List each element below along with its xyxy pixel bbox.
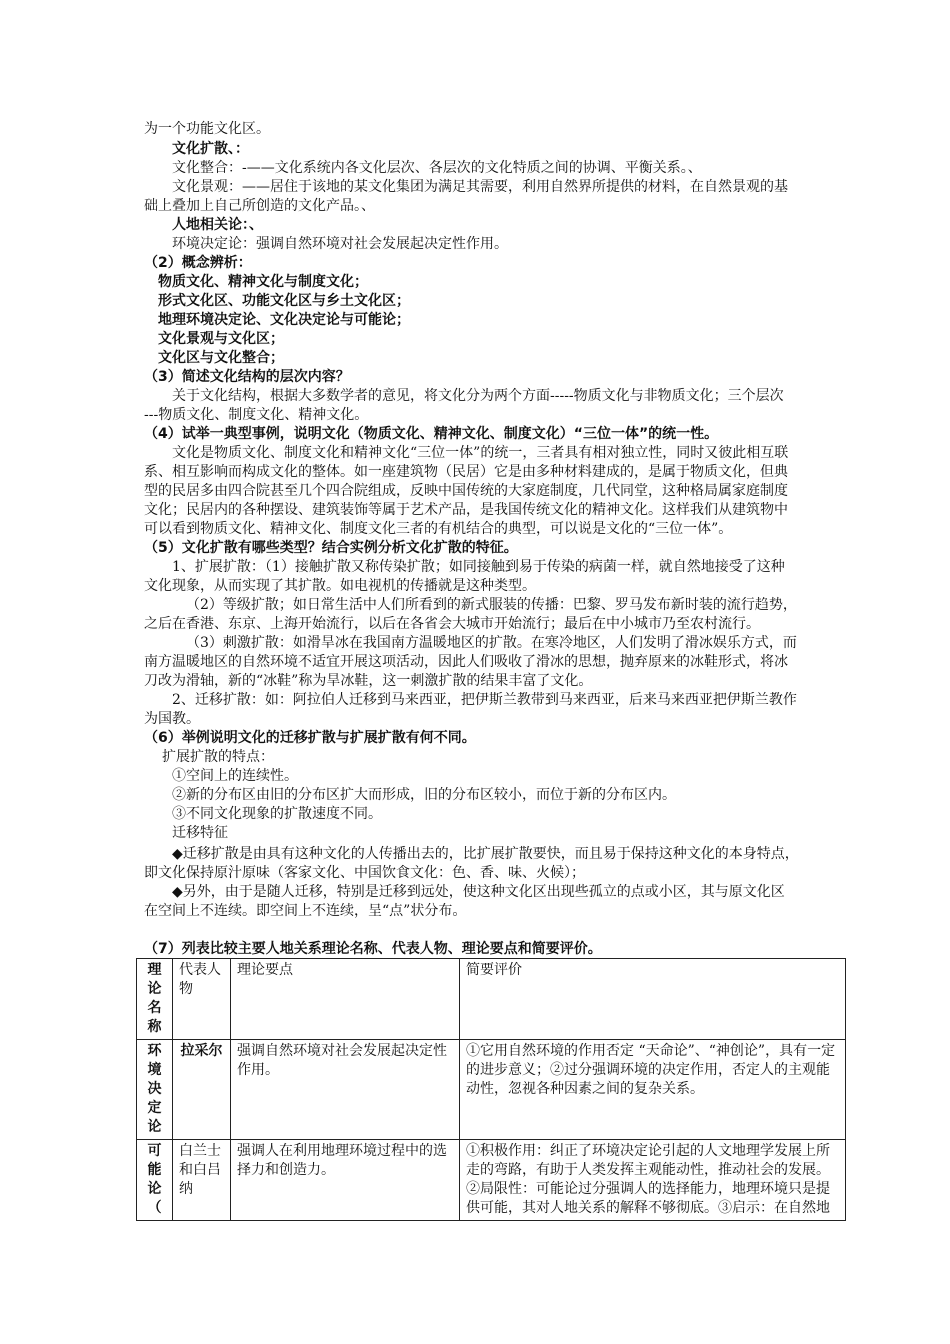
text-line: 南方温暖地区的自然环境不适宜开展这项活动，因此人们吸收了滑冰的思想，抛弃原来的冰鞋形式，将冰 xyxy=(144,654,788,670)
heading-line: （7）列表比较主要人地关系理论名称、代表人物、理论要点和简要评价。 xyxy=(144,941,602,957)
heading-line: 地理环境决定论、文化决定论与可能论； xyxy=(158,312,410,328)
text-line: 系、相互影响而构成文化的整体。如一座建筑物（民居）它是由多种材料建成的，是属于物质文化，但典 xyxy=(144,464,788,480)
text-line: 可以看到物质文化、精神文化、制度文化三者的有机结合的典型，可以说是文化的“三位一体”。 xyxy=(144,521,733,537)
representative-cell: 白兰士和白吕纳 xyxy=(173,1140,231,1221)
text-line: ②新的分布区由旧的分布区扩大而形成，旧的分布区较小，而位于新的分布区内。 xyxy=(172,787,676,803)
text-line: 环境决定论：强调自然环境对社会发展起决定性作用。 xyxy=(172,236,508,252)
text-line: 型的民居多由四合院甚至几个四合院组成，反映中国传统的大家庭制度，几代同堂，这种格局属家庭制度 xyxy=(144,483,788,499)
text-line: 迁移特征 xyxy=(172,825,228,841)
text-line: 为国教。 xyxy=(144,711,200,727)
text-line: （3）刺激扩散：如滑旱冰在我国南方温暖地区的扩散。在寒冷地区，人们发明了滑冰娱乐方式，而 xyxy=(186,635,797,651)
heading-line: 文化区与文化整合； xyxy=(158,350,284,366)
text-line: 文化是物质文化、制度文化和精神文化“三位一体”的统一，三者具有相对独立性，同时又彼此相互联 xyxy=(172,445,789,461)
text-line: 扩展扩散的特点： xyxy=(162,749,274,765)
text-line: 关于文化结构，根据大多数学者的意见，将文化分为两个方面-----物质文化与非物质文化；三个层次 xyxy=(172,388,784,404)
header-key-points: 理论要点 xyxy=(231,959,460,1040)
table-header-row xyxy=(137,959,846,1040)
table-row xyxy=(137,1140,846,1221)
header-evaluation: 简要评价 xyxy=(460,959,846,1040)
heading-line: 人地相关论：、 xyxy=(172,217,263,233)
header-representative: 代表人物 xyxy=(173,959,231,1040)
heading-line: （6）举例说明文化的迁移扩散与扩展扩散有何不同。 xyxy=(144,730,476,746)
text-line: 文化；民居内的各种摆设、建筑装饰等属于艺术产品，是我国传统文化的精神文化。这样我们从建筑物中 xyxy=(144,502,788,518)
heading-line: （5）文化扩散有哪些类型？结合实例分析文化扩散的特征。 xyxy=(144,540,518,556)
representative-cell: 拉采尔 xyxy=(173,1040,231,1140)
heading-line: （4）试举一典型事例，说明文化（物质文化、精神文化、制度文化）“三位一体”的统一性。 xyxy=(144,426,719,442)
heading-line: 文化景观与文化区； xyxy=(158,331,284,347)
text-line: （2）等级扩散；如日常生活中人们所看到的新式服装的传播：巴黎、罗马发布新时装的流行趋势， xyxy=(186,597,797,613)
text-line: ◆迁移扩散是由具有这种文化的人传播出去的，比扩展扩散要快，而且易于保持这种文化的本身特点， xyxy=(172,846,799,862)
theory-name-cell: 环境决定论 xyxy=(137,1040,173,1140)
text-line: 为一个功能文化区。 xyxy=(144,121,270,137)
text-line: 之后在香港、东京、上海开始流行，以后在各省会大城市开始流行；最后在中小城市乃至农村流行。 xyxy=(144,616,760,632)
table-row xyxy=(137,1040,846,1140)
theory-name-cell: 可能论（ xyxy=(137,1140,173,1221)
text-line: 1、扩展扩散：（1）接触扩散又称传染扩散；如同接触到易于传染的病菌一样，就自然地接受了这种 xyxy=(172,559,785,575)
text-line: 文化整合：-——文化系统内各文化层次、各层次的文化特质之间的协调、平衡关系。、 xyxy=(172,160,702,176)
key-points-cell: 强调人在利用地理环境过程中的选择力和创造力。 xyxy=(231,1140,460,1221)
text-line: 在空间上不连续。即空间上不连续，呈“点”状分布。 xyxy=(144,903,467,919)
text-line: ①空间上的连续性。 xyxy=(172,768,298,784)
heading-line: 物质文化、精神文化与制度文化； xyxy=(158,274,368,290)
text-line: ◆另外，由于是随人迁移，特别是迁移到远处，使这种文化区出现些孤立的点或小区，其与原文化区 xyxy=(172,884,785,900)
text-line: 文化现象，从而实现了其扩散。如电视机的传播就是这种类型。 xyxy=(144,578,536,594)
evaluation-cell: ①它用自然环境的作用否定 “天命论”、“神创论”，具有一定的进步意义；②过分强调环境的决定作用，否定人的主观能动性，忽视各种因素之间的复杂关系。 xyxy=(460,1040,846,1140)
key-points-cell: 强调自然环境对社会发展起决定性作用。 xyxy=(231,1040,460,1140)
heading-line: （2）概念辨析： xyxy=(144,255,252,271)
text-line: 础上叠加上自己所创造的文化产品。、 xyxy=(144,198,375,214)
evaluation-cell: ①积极作用：纠正了环境决定论引起的人文地理学发展上所走的弯路，有助于人类发挥主观能动性，推动社会的发展。②局限性：可能论过分强调人的选择能力，地理环境只是提供可能，其对人地关系的解释不够彻底。③启示：在自然地 xyxy=(460,1140,846,1221)
text-line: 即文化保持原汁原味（客家文化、中国饮食文化：色、香、味、火候）； xyxy=(144,865,585,881)
text-line: 刀改为滑轴，新的“冰鞋”称为旱冰鞋，这一刺激扩散的结果丰富了文化。 xyxy=(144,673,593,689)
text-line: ---物质文化、制度文化、精神文化。 xyxy=(144,407,369,423)
header-theory-name: 理论名称 xyxy=(137,959,173,1040)
text-line: ③不同文化现象的扩散速度不同。 xyxy=(172,806,382,822)
heading-line: 文化扩散、： xyxy=(172,141,249,157)
heading-line: （3）简述文化结构的层次内容？ xyxy=(144,369,350,385)
text-line: 2、迁移扩散：如：阿拉伯人迁移到马来西亚，把伊斯兰教带到马来西亚，后来马来西亚把伊斯兰教作 xyxy=(172,692,797,708)
heading-line: 形式文化区、功能文化区与乡土文化区； xyxy=(158,293,410,309)
text-line: 文化景观：——居住于该地的某文化集团为满足其需要，利用自然界所提供的材料，在自然景观的基 xyxy=(172,179,788,195)
comparison-table xyxy=(136,958,846,1221)
